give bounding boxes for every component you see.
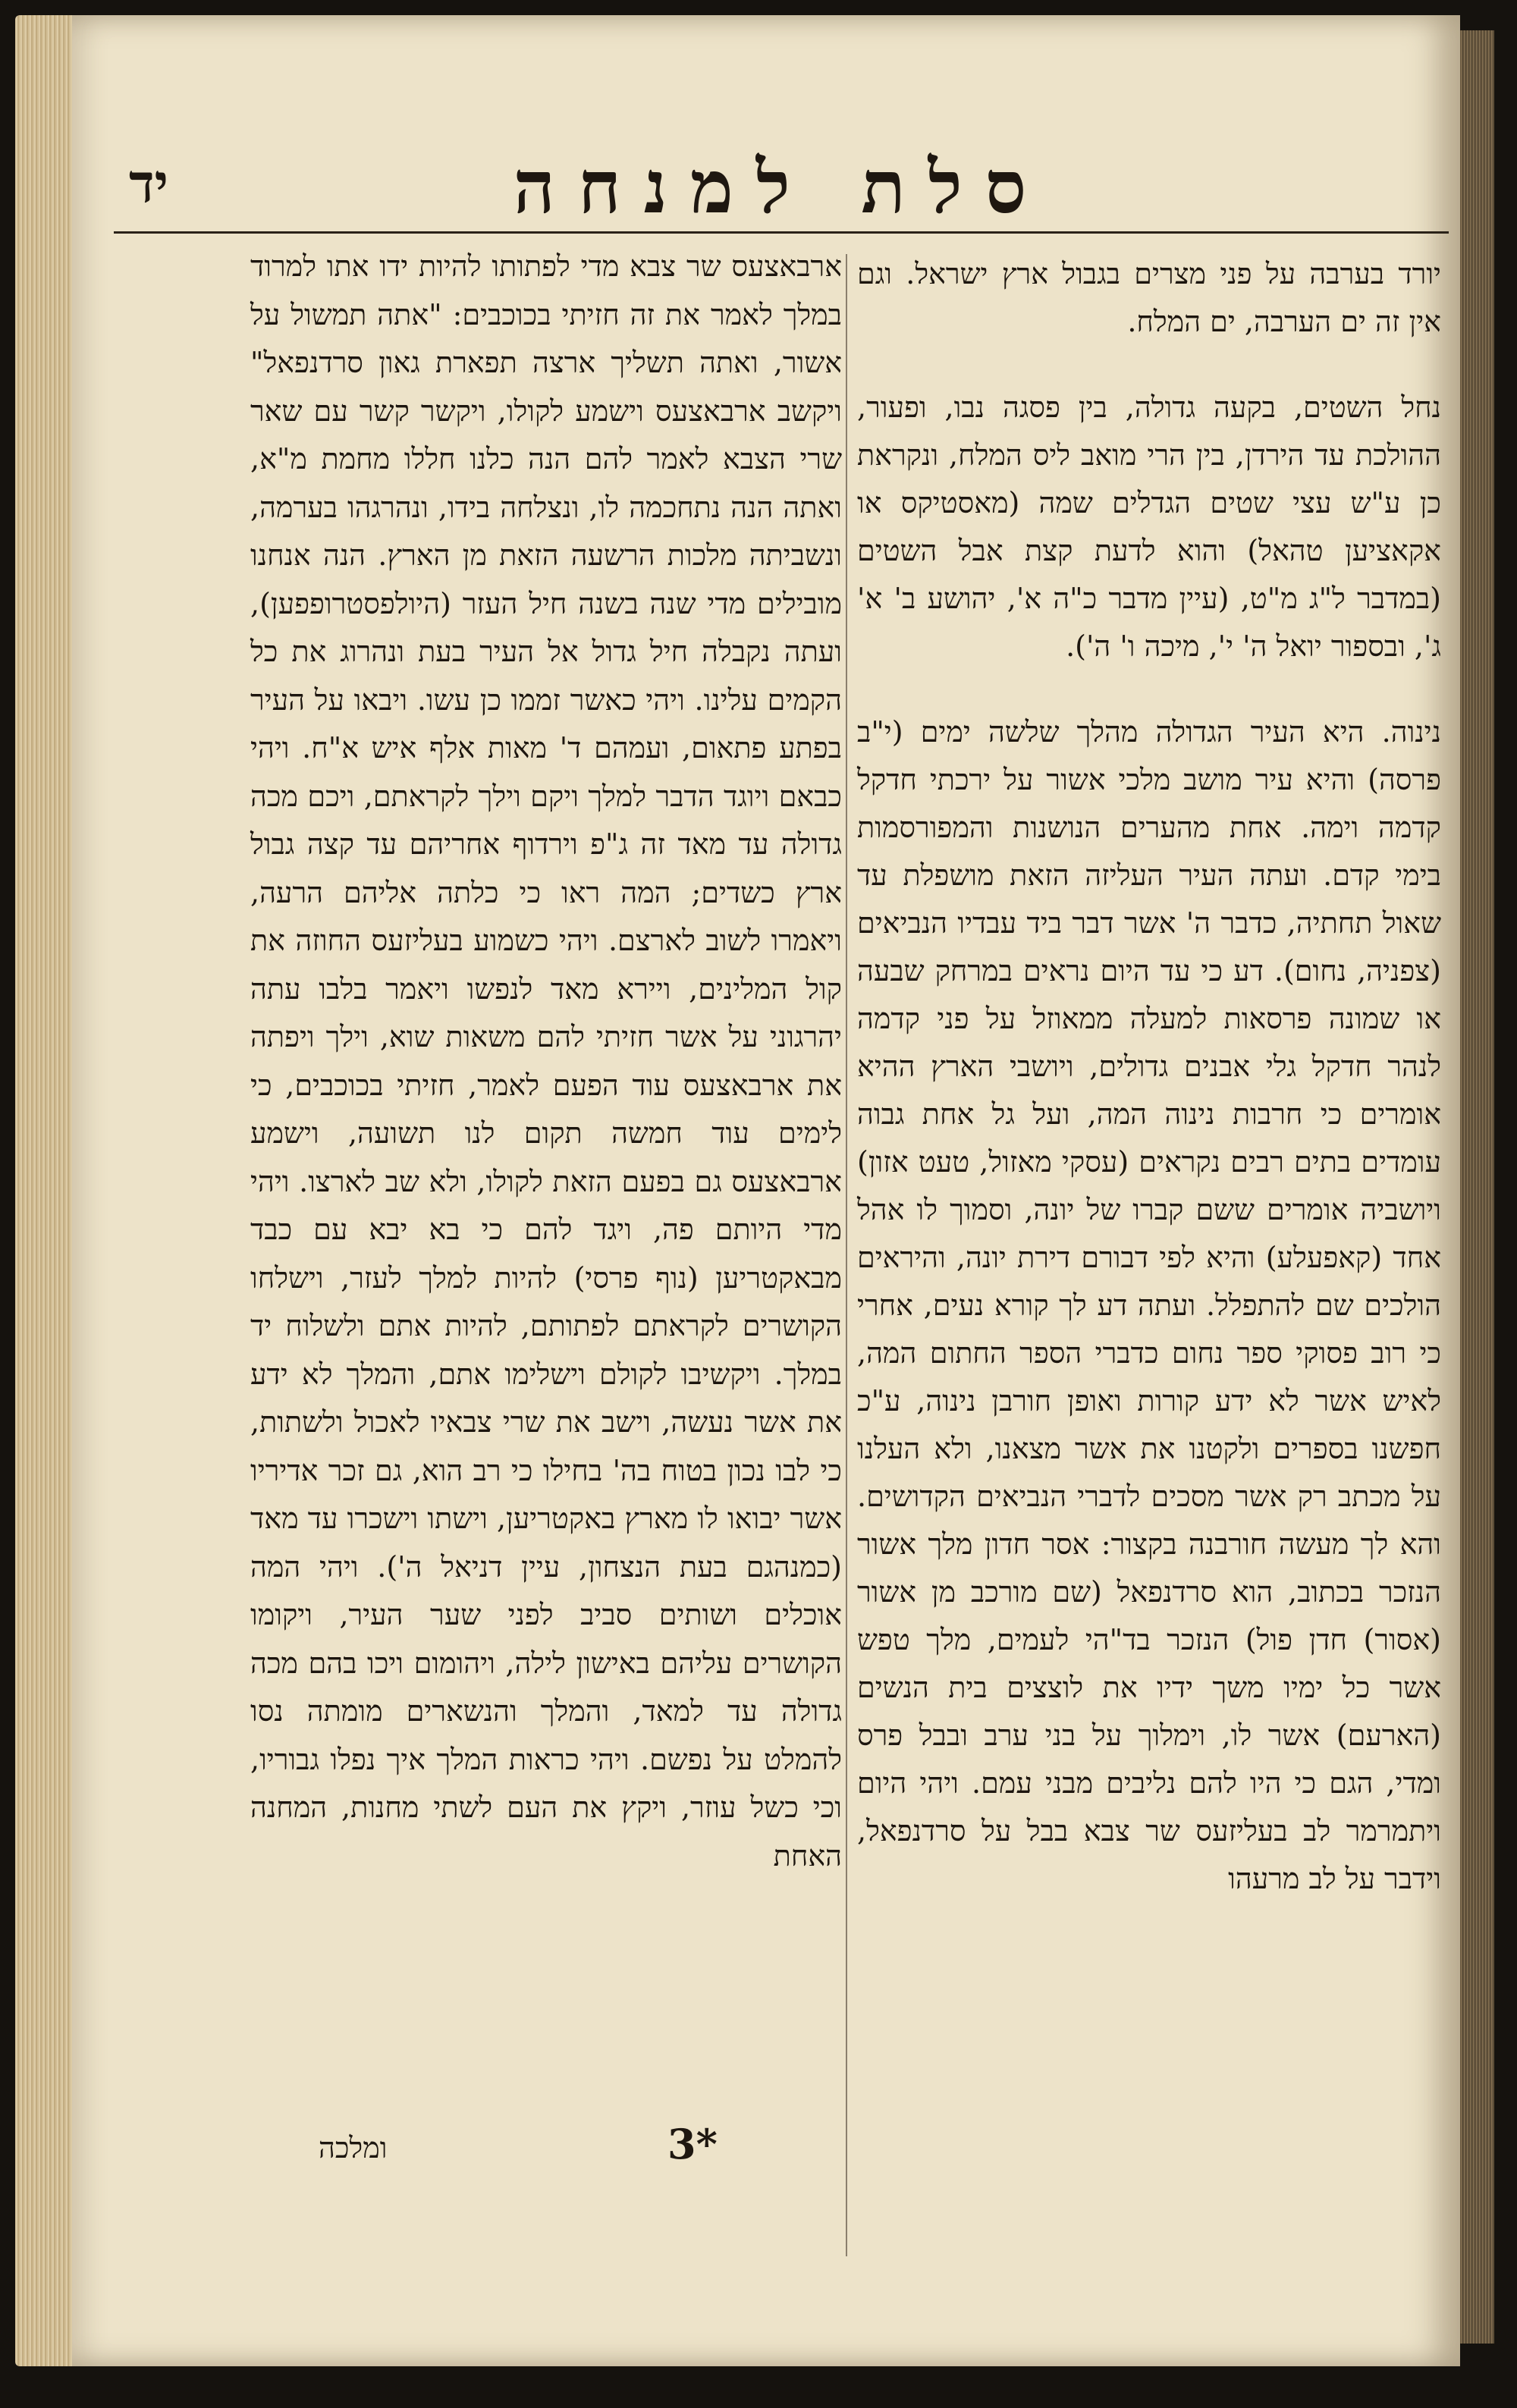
paragraph-arava: יורד בערבה על פני מצרים בגבול ארץ ישראל. וגם אין זה ים הערבה, ים המלח. (857, 257, 1441, 338)
signature-mark: 3* (667, 2120, 718, 2168)
book-spine-edge (1460, 30, 1494, 2344)
paragraph-arbaces: ארבאצעס שר צבא מדי לפתותו להיות ידו אתו למרוד במלך לאמר את זה חזיתי בכוכבים: "אתה תמשול על אשור, ואתה תשליך ארצה תפארת גאון סרדנפאל" ויקשב ארבאצעס וישמע לקולו, ויקשר קשר עם שאר שרי הצבא לאמר להם הנה כלנו חללו מחמת מ"א, ואתה הנה נתחכמה לו, ונצלחה בידו, ונהרגהו בערמה, ונשביתה מלכות הרשעה הזאת מן הארץ. הנה אנחנו מובילים מדי שנה בשנה חיל העזר (היולפסטרופפען), ועתה נקבלה חיל גדול אל העיר בעת ונהרוג את כל הקמים עלינו. ויהי כאשר זממו כן עשו. ויבאו על העיר בפתע פתאום, ועמהם ד' מאות אלף איש א"ח. ויהי כבאם ויוגד הדבר למלך ויקם וילך לקראתם, ויכם מכה גדולה עד מאד זה ג"פ וירדוף אחריהם עד קצה גבול ארץ כשדים; המה ראו כי כלתה אליהם הרעה, ויאמרו לשוב לארצם. ויהי כשמוע בעליזעס החוזה את קול המלינים, ויירא מאד לנפשו ויאמר בלבו עתה יהרגוני על אשר חזיתי להם משאות שוא, וילך ויפתה את ארבאצעס עוד הפעם לאמר, חזיתי בכוכבים, כי לימים עוד חמשה תקום לנו תשועה, וישמע ארבאצעס גם בפעם הזאת לקולו, ולא שב לארצו. ויהי מדי היותם פה, ויגד להם כי בא יבא עם כבד מבאקטריען (נוף פרסי) להיות למלך לעזר, וישלחו הקושרים לקראתם לפתותם, להיות אתם ולשלוח יד במלך. ויקשיבו לקולם וישלימו אתם, והמלך לא ידע את אשר נעשה, וישב את שרי צבאיו לאכול ולשתות, כי לבו נכון בטוח בה' בחילו כי רב הוא, גם זכר אדיריו אשר יבואו לו מארץ באקטריען, וישתו וישכרו עד מאד (כמנהגם בעת הנצחון, עיין דניאל ה'). ויהי המה אוכלים ושותים סביב לפני שער העיר, ויקומו הקושרים עליהם באישון לילה, ויהומום ויכו בהם מכה גדולה עד למאד, והמלך והנשארים מומתה נסו להמלט על נפשם. ויהי כראות המלך איך נפלו גבוריו, וכי כשל עוזר, ויקץ את העם לשתי מחנות, המחנה האחת (250, 250, 842, 1873)
folio-number: יד (129, 152, 169, 215)
left-text-column (250, 243, 842, 1880)
catchword: ומלכה (319, 2131, 388, 2165)
book-page-edges (15, 15, 80, 2366)
paragraph-nineveh: נינוה. היא העיר הגדולה מהלך שלשה ימים (י"ב פרסה) והיא עיר מושב מלכי אשור על ירכתי חדקל קדמה וימה. אחת מהערים הנושנות והמפורסמות בימי קדם. ועתה העיר העליזה הזאת מושפלת עד שאול תחתיה, כדבר ה' אשר דבר ביד עבדיו הנביאים (צפניה, נחום). דע כי עד היום נראים במרחק שבעה או שמונה פרסאות למעלה ממאוזל על פני קדמה לנהר חדקל גלי אבנים גדולים, ויושבי הארץ ההיא אומרים כי חרבות נינוה המה, ועל גל אחת גבוה עומדים בתים רבים נקראים (עסקי מאזול, טעט אזון) ויושביה אומרים ששם קברו של יונה, וסמוך לו אהל אחד (קאפעלע) והיא לפי דבורם דירת יונה, והיראים הולכים שם להתפלל. ועתה דע לך קורא נעים, אחרי כי רוב פסוקי ספר נחום כדברי הספר החתום המה, לאיש אשר לא ידע קורות ואופן חורבן נינוה, ע"כ חפשנו בספרים ולקטנו את אשר מצאנו, ולא העלנו על מכתב רק אשר מסכים לדברי הנביאים הקדושים. והא לך מעשה חורבנה בקצור: אסר חדון מלך אשור הנזכר בכתוב, הוא סרדנפאל (שם מורכב מן אשור (אסור) חדן פול) הנזכר בד"הי לעמים, מלך טפש אשר כל ימיו משך ידיו את לוצצים בית הנשים (הארעם) אשר לו, וימלוך על בני ערב ובבל פרס ומדי, הגם כי היו להם נליבים מבני עמם. ויהי היום ויתמרמר לב בעליזעס שר צבא בבל על סרדנפאל, וידבר על לב מרעהו (857, 715, 1441, 1895)
page-header (121, 144, 1441, 228)
running-head: סלת למנחה (513, 144, 1050, 230)
header-rule (114, 231, 1449, 234)
right-text-column (857, 250, 1441, 1941)
column-divider (846, 254, 847, 2256)
paragraph-nahal-hashitim: נחל השטים, בקעה גדולה, בין פסגה נבו, ופעור, ההולכת עד הירדן, בין הרי מואב ליס המלח, ונקראת כן ע"ש עצי שטים הגדלים שמה (מאסטיקס או אקאציען טהאל) והוא לדעת קצת אבל השטים (במדבר ל"ג מ"ט, (עיין מדבר כ"ה א', יהושע ב' א' ג', ובספור יואל ה' י', מיכה ו' ה'). (857, 391, 1441, 663)
